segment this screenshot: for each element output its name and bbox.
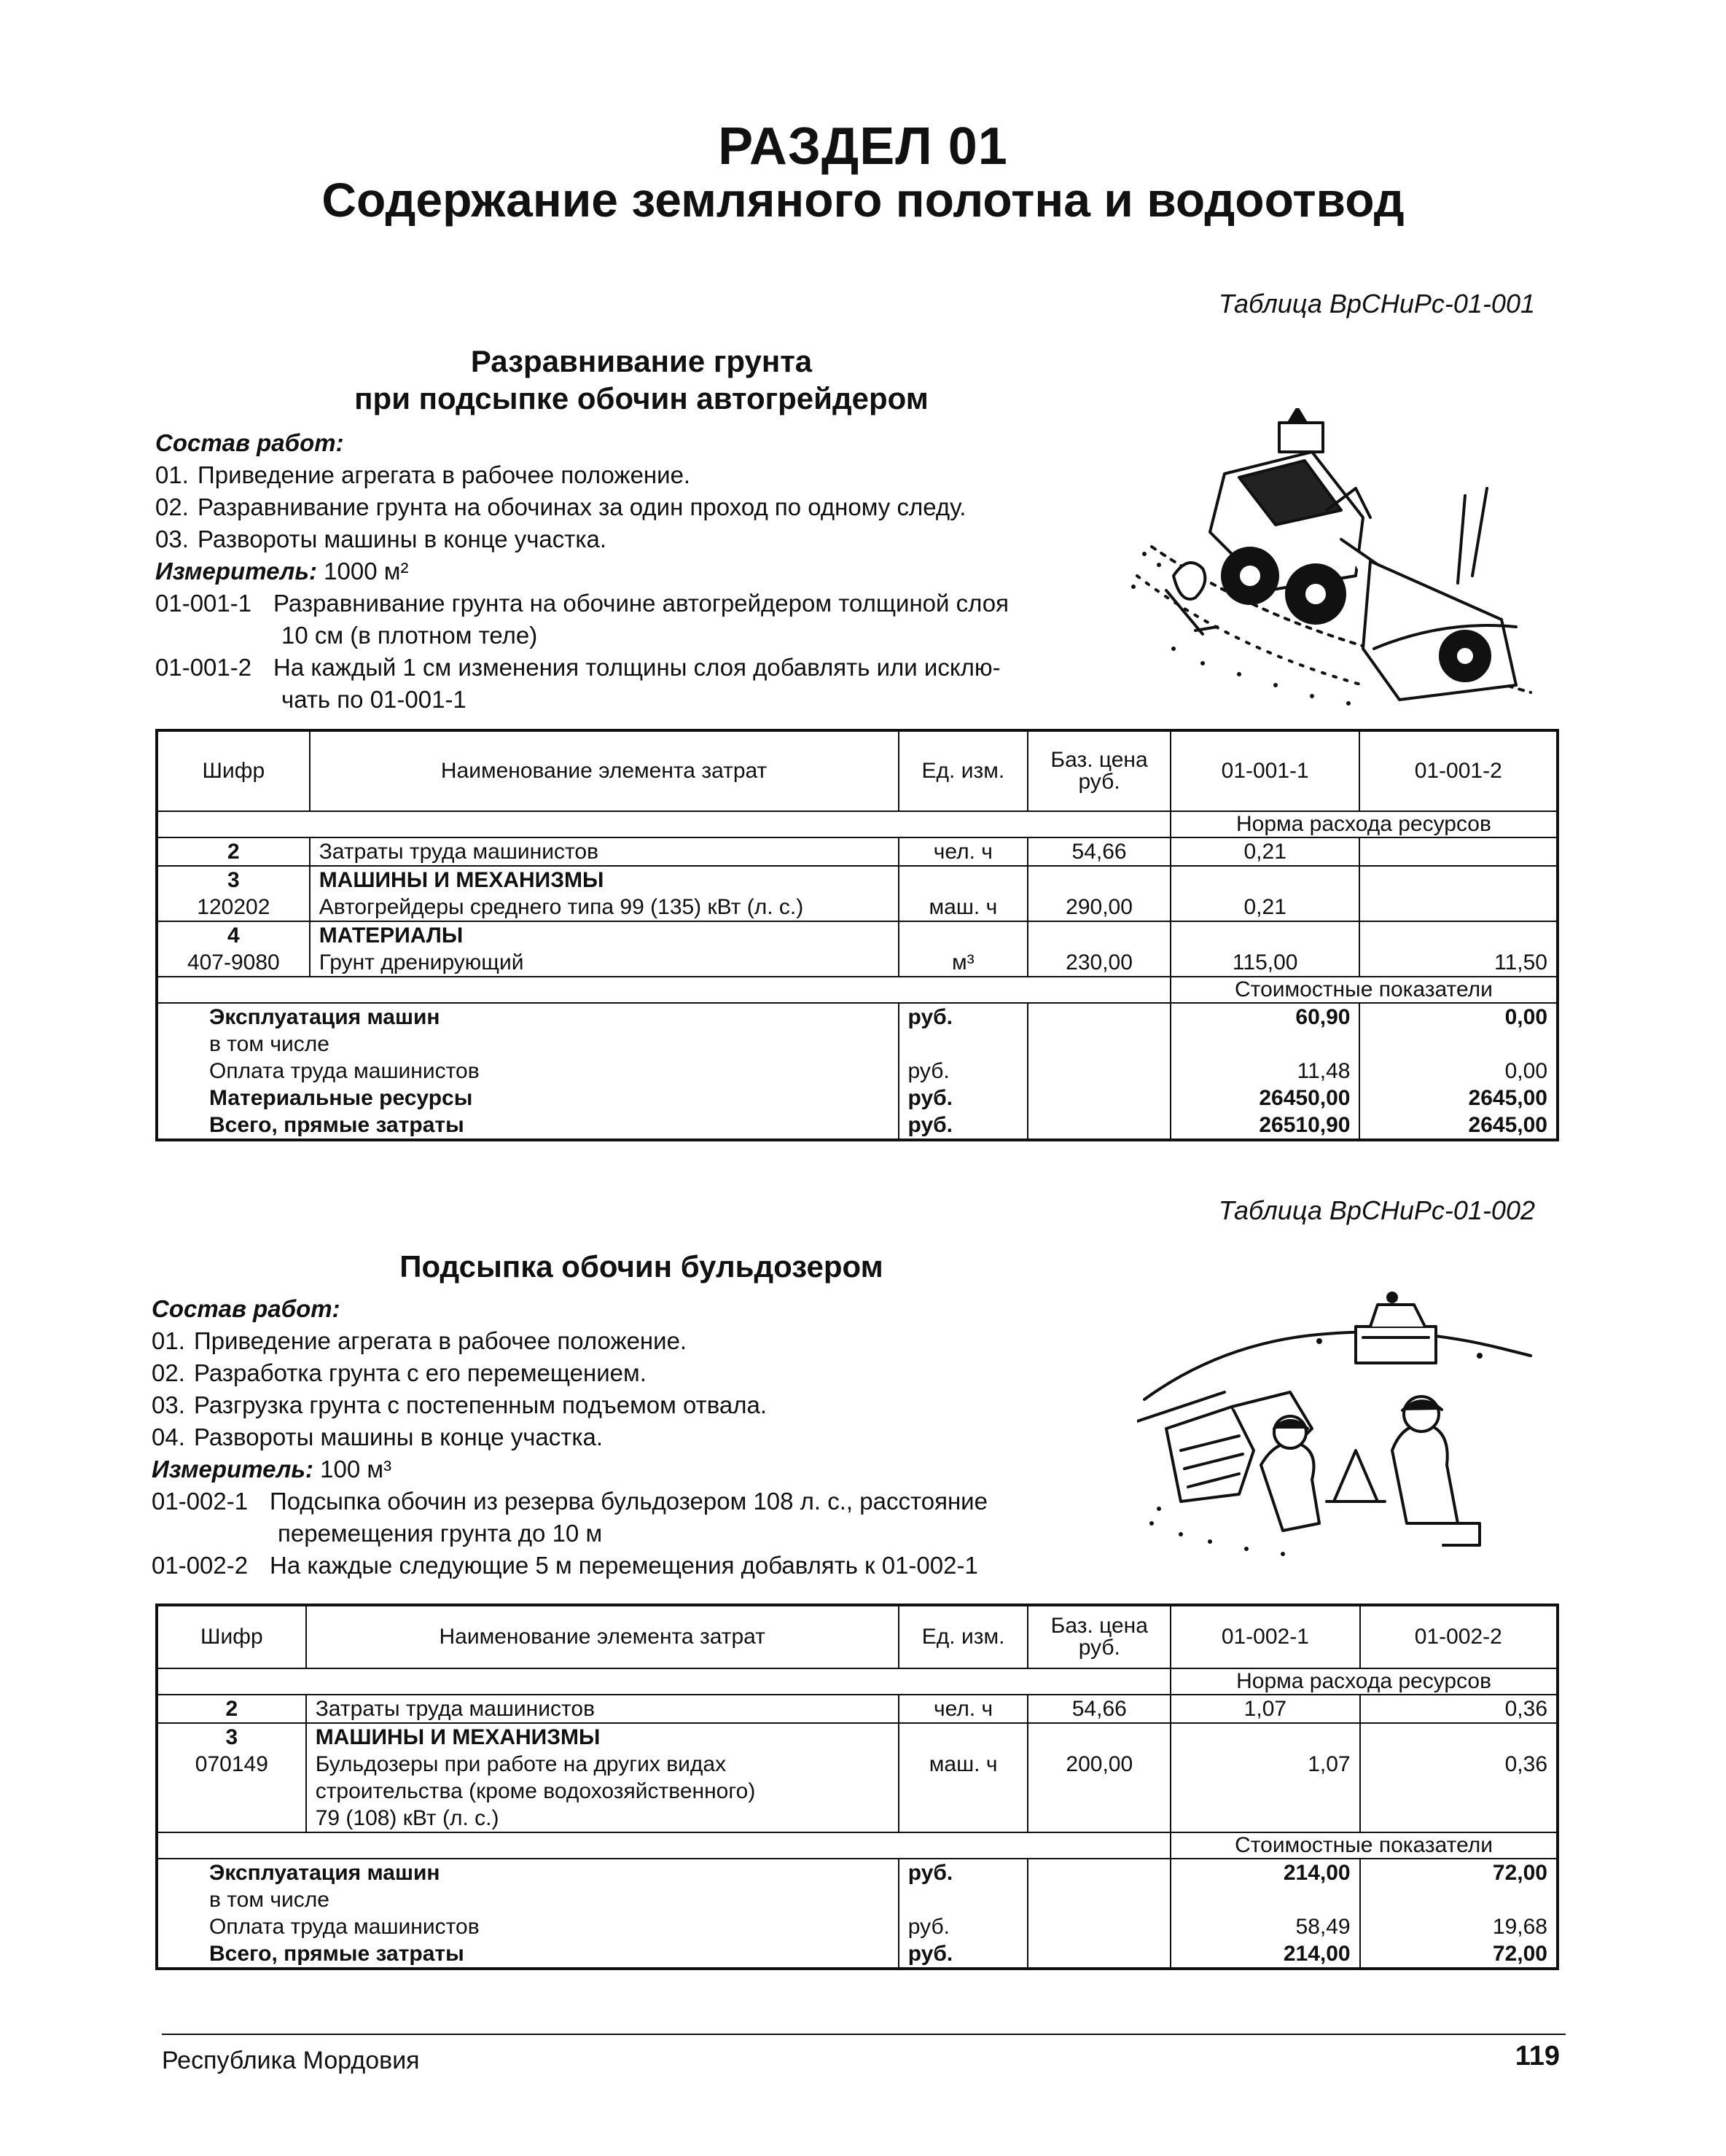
step-number: 01.	[155, 461, 189, 488]
header-name: Наименование элемента затрат	[310, 730, 899, 811]
cost-name: Эксплуатация машин	[209, 1861, 440, 1885]
section-number: РАЗДЕЛ 01	[718, 117, 1008, 176]
step-text: Развороты машины в конце участка.	[198, 526, 607, 552]
measure-line	[152, 1453, 988, 1485]
cost-value: 19,68	[1492, 1915, 1547, 1939]
motor-grader-illustration	[1122, 408, 1545, 714]
row-name	[306, 1723, 899, 1832]
measure-label: Измеритель:	[155, 558, 317, 585]
cost-names	[157, 1003, 899, 1140]
item-text: На каждый 1 см изменения толщины слоя добавлять или исклю-	[273, 654, 1001, 681]
item-code: 120202	[197, 895, 270, 919]
header-col2: 01-001-2	[1359, 730, 1558, 811]
footer-divider	[162, 2034, 1566, 2035]
section-title: Содержание земляного полотна и водоотвод	[321, 173, 1405, 227]
cost-unit: руб.	[907, 1005, 953, 1029]
row-name	[310, 921, 899, 977]
item-text: Подсыпка обочин из резерва бульдозером 108 л. с., расстояние	[270, 1488, 988, 1515]
header-name: Наименование элемента затрат	[306, 1605, 899, 1668]
step-text: Разгрузка грунта с постепенным подъемом отвала.	[194, 1391, 768, 1418]
cost-value	[1369, 1031, 1547, 1058]
group-name: МАШИНЫ И МЕХАНИЗМЫ	[315, 1725, 601, 1749]
measure-value: 1000 м²	[324, 558, 409, 585]
row-value-1: 1,07	[1171, 1723, 1359, 1832]
item-text-continued: чать по 01-001-1	[281, 686, 466, 713]
cost-value: 26450,00	[1259, 1086, 1351, 1110]
cost-value: 60,90	[1295, 1005, 1351, 1029]
header-code: Шифр	[157, 730, 310, 811]
item-code: 070149	[195, 1752, 268, 1776]
item-name-line1: Бульдозеры при работе на других видах	[315, 1752, 727, 1776]
header-unit: Ед. изм.	[899, 1605, 1028, 1668]
cost-name: Всего, прямые затраты	[209, 1942, 464, 1966]
cost-unit	[908, 1031, 1019, 1058]
cost-value	[1180, 1886, 1350, 1913]
item-code: 01-002-1	[152, 1488, 249, 1515]
item-name: Автогрейдеры среднего типа 99 (135) кВт (л. с.)	[319, 895, 804, 919]
header-col1: 01-002-1	[1171, 1605, 1359, 1668]
group-code: 4	[227, 923, 240, 948]
item-name-line3: 79 (108) кВт (л. с.)	[315, 1806, 499, 1830]
norm-subheader: Норма расхода ресурсов	[1171, 811, 1558, 837]
norm-subheader-row	[157, 811, 1558, 837]
work-step	[152, 1325, 988, 1357]
measure-line	[155, 555, 1009, 587]
step-number: 02.	[155, 493, 189, 520]
header-code: Шифр	[157, 1605, 306, 1668]
cost-name: Оплата труда машинистов	[209, 1059, 480, 1083]
row-unit: чел. ч	[899, 1695, 1028, 1723]
cost-subheader: Стоимостные показатели	[1171, 1832, 1558, 1859]
step-number: 04.	[152, 1423, 185, 1450]
item-name-line2: строительства (кроме водохозяйственного)	[315, 1779, 756, 1803]
cost-value: 26510,90	[1259, 1113, 1351, 1137]
row-value-2: 0,36	[1360, 1695, 1558, 1723]
cost-value: 2645,00	[1468, 1113, 1547, 1137]
row-value-1: 0,21	[1171, 866, 1360, 921]
cost-value: 72,00	[1492, 1942, 1547, 1966]
cost-names	[157, 1859, 899, 1969]
cost-unit: руб.	[907, 1915, 950, 1939]
header-price-line2: руб.	[1078, 1636, 1120, 1660]
resource-table-2	[155, 1604, 1559, 1970]
cost-value: 0,00	[1504, 1005, 1547, 1029]
table2-label: Таблица ВрСНиРс-01-002	[1218, 1195, 1535, 1225]
bulldozer-workers-illustration	[1137, 1283, 1545, 1574]
footer-region: Республика Мордовия	[162, 2047, 420, 2074]
item-text: На каждые следующие 5 м перемещения добавлять к 01-002-1	[270, 1552, 978, 1579]
row-code: 2	[157, 837, 310, 866]
row-code	[157, 1723, 306, 1832]
table1-description	[155, 427, 1009, 716]
header-col2: 01-002-2	[1360, 1605, 1558, 1668]
table2-description	[152, 1293, 988, 1582]
work-step	[152, 1421, 988, 1453]
cost-values-2	[1359, 1003, 1558, 1140]
item-entry	[155, 587, 1009, 620]
row-unit: маш. ч	[899, 866, 1028, 921]
step-number: 03.	[155, 526, 189, 552]
header-price-line1: Баз. цена	[1050, 1614, 1148, 1638]
cost-subheader-row	[157, 1832, 1558, 1859]
table-row	[157, 921, 1558, 977]
cost-values-1	[1171, 1003, 1360, 1140]
cost-unit: руб.	[907, 1086, 953, 1110]
row-unit: м³	[899, 921, 1028, 977]
row-name	[310, 866, 899, 921]
row-code: 2	[157, 1695, 306, 1723]
header-price	[1028, 1605, 1171, 1668]
item-text-continued: 10 см (в плотном теле)	[281, 622, 538, 649]
table2-title: Подсыпка обочин бульдозером	[399, 1249, 883, 1284]
step-text: Развороты машины в конце участка.	[194, 1423, 604, 1450]
cost-unit: руб.	[907, 1113, 953, 1137]
work-composition-heading: Состав работ:	[155, 429, 344, 456]
table1-label: Таблица ВрСНиРс-01-001	[1218, 289, 1535, 319]
table-row	[157, 1695, 1558, 1723]
group-code: 3	[227, 868, 240, 892]
header-price-line2: руб.	[1078, 770, 1120, 794]
cost-name: в том числе	[209, 1032, 329, 1056]
cost-values-2	[1360, 1859, 1558, 1969]
resource-table-1	[155, 729, 1559, 1141]
header-price	[1028, 730, 1171, 811]
row-price: 54,66	[1028, 837, 1171, 866]
step-number: 01.	[152, 1327, 185, 1354]
table-row	[157, 837, 1558, 866]
cost-unit	[908, 1886, 1019, 1913]
cost-value: 72,00	[1492, 1861, 1547, 1885]
row-code	[157, 921, 310, 977]
page-number: 119	[1515, 2041, 1560, 2071]
row-value-1: 1,07	[1171, 1695, 1359, 1723]
row-value-1: 0,21	[1171, 837, 1360, 866]
item-code: 01-001-2	[155, 654, 252, 681]
header-unit: Ед. изм.	[899, 730, 1028, 811]
table1-title-line2: при подсыпке обочин автогрейдером	[354, 381, 929, 415]
item-entry	[155, 652, 1009, 684]
cost-unit: руб.	[907, 1861, 953, 1885]
row-price: 54,66	[1028, 1695, 1171, 1723]
work-step	[155, 459, 1009, 491]
cost-name: в том числе	[209, 1888, 329, 1912]
item-text: Разравнивание грунта на обочине автогрейдером толщиной слоя	[273, 590, 1009, 617]
cost-value: 2645,00	[1468, 1086, 1547, 1110]
cost-name: Оплата труда машинистов	[209, 1915, 480, 1939]
table-header-row	[157, 730, 1558, 811]
row-value-1: 115,00	[1171, 921, 1360, 977]
row-name: Затраты труда машинистов	[306, 1695, 899, 1723]
cost-block	[157, 1859, 1558, 1969]
step-text: Приведение агрегата в рабочее положение.	[194, 1327, 687, 1354]
row-value-2: 11,50	[1359, 921, 1558, 977]
group-code: 3	[225, 1725, 238, 1749]
table-row	[157, 866, 1558, 921]
table1-title	[277, 343, 1006, 417]
step-number: 03.	[152, 1391, 185, 1418]
group-name: МАШИНЫ И МЕХАНИЗМЫ	[319, 868, 604, 892]
table1-title-line1: Разравнивание грунта	[470, 344, 813, 378]
cost-value: 0,00	[1504, 1059, 1547, 1083]
cost-values-1	[1171, 1859, 1359, 1969]
step-text: Разработка грунта с его перемещением.	[194, 1359, 647, 1386]
item-entry	[152, 1485, 988, 1518]
step-text: Разравнивание грунта на обочинах за один проход по одному следу.	[198, 493, 967, 520]
cost-block	[157, 1003, 1558, 1140]
cost-name: Всего, прямые затраты	[209, 1113, 464, 1137]
cost-value: 58,49	[1295, 1915, 1351, 1939]
table-header-row	[157, 1605, 1558, 1668]
item-entry	[152, 1550, 988, 1582]
cost-subheader: Стоимостные показатели	[1171, 977, 1558, 1003]
cost-unit: руб.	[907, 1059, 950, 1083]
item-code: 01-002-2	[152, 1552, 249, 1579]
row-price: 200,00	[1028, 1723, 1171, 1832]
measure-label: Измеритель:	[152, 1456, 313, 1483]
row-name: Затраты труда машинистов	[310, 837, 899, 866]
work-step	[155, 491, 1009, 523]
cost-value	[1180, 1031, 1351, 1058]
row-value-2: 0,36	[1360, 1723, 1558, 1832]
work-step	[155, 523, 1009, 555]
cost-unit: руб.	[907, 1942, 953, 1966]
norm-subheader: Норма расхода ресурсов	[1171, 1668, 1558, 1695]
row-value-2	[1359, 837, 1558, 866]
cost-units	[899, 1003, 1028, 1140]
norm-subheader-row	[157, 1668, 1558, 1695]
cost-value: 214,00	[1283, 1861, 1351, 1885]
cost-units	[899, 1859, 1028, 1969]
row-unit: чел. ч	[899, 837, 1028, 866]
item-code: 407-9080	[187, 950, 280, 975]
step-number: 02.	[152, 1359, 185, 1386]
measure-value: 100 м³	[320, 1456, 392, 1483]
group-name: МАТЕРИАЛЫ	[319, 923, 464, 948]
header-price-line1: Баз. цена	[1050, 748, 1148, 772]
cost-name: Материальные ресурсы	[209, 1086, 473, 1110]
row-value-2	[1359, 866, 1558, 921]
cost-subheader-row	[157, 977, 1558, 1003]
work-composition-heading: Состав работ:	[152, 1295, 340, 1322]
item-name: Грунт дренирующий	[319, 950, 524, 975]
cost-value: 214,00	[1283, 1942, 1351, 1966]
row-price: 230,00	[1028, 921, 1171, 977]
step-text: Приведение агрегата в рабочее положение.	[198, 461, 691, 488]
header-col1: 01-001-1	[1171, 730, 1360, 811]
item-code: 01-001-1	[155, 590, 252, 617]
work-step	[152, 1389, 988, 1421]
row-unit: маш. ч	[899, 1723, 1028, 1832]
work-step	[152, 1357, 988, 1389]
cost-value	[1370, 1886, 1547, 1913]
cost-value: 11,48	[1297, 1059, 1351, 1083]
cost-name: Эксплуатация машин	[209, 1005, 440, 1029]
row-code	[157, 866, 310, 921]
item-text-continued: перемещения грунта до 10 м	[278, 1520, 603, 1547]
table-row	[157, 1723, 1558, 1832]
row-price: 290,00	[1028, 866, 1171, 921]
